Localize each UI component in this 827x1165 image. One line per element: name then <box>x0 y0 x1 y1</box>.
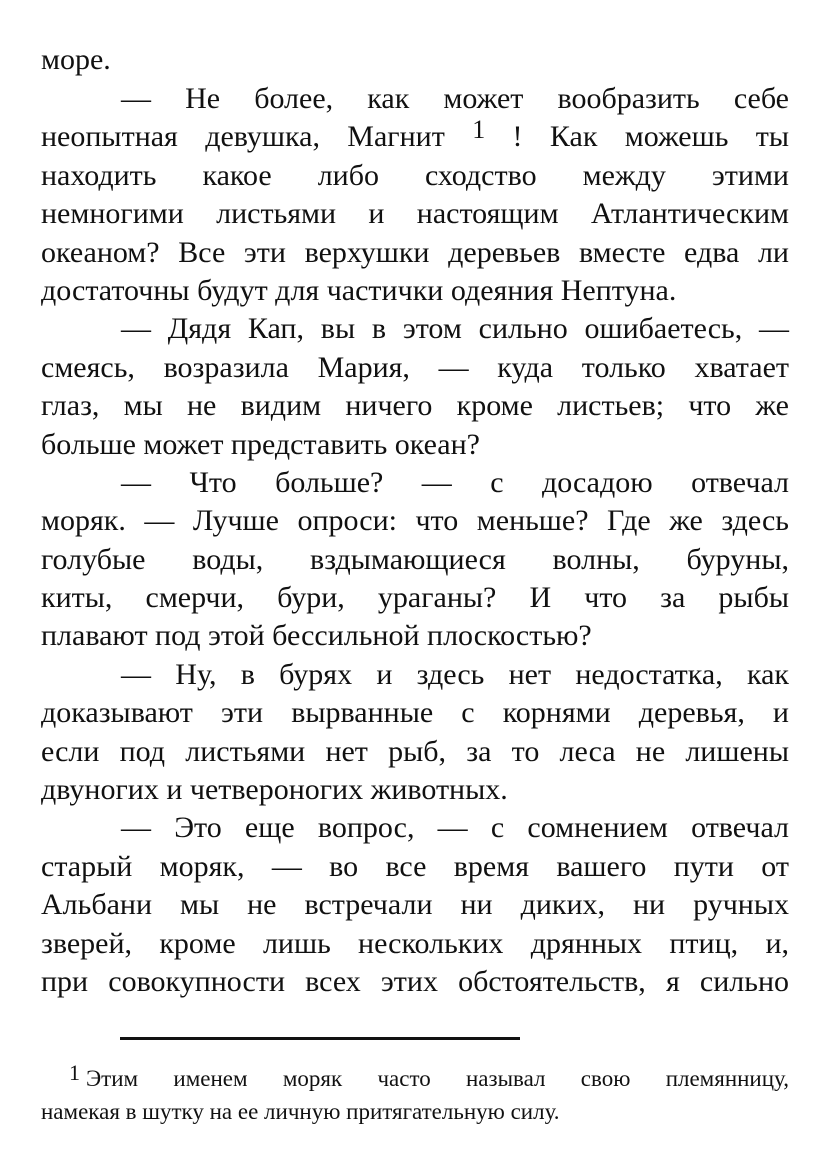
text-line: — Ну, в бурях и здесь нет недостатка, как <box>121 657 789 691</box>
footnote-divider <box>120 1037 520 1040</box>
footnote-text: Этим именем моряк часто называл свою племянницу, <box>86 1066 789 1091</box>
text-fragment: неопытная девушка, Магнит <box>41 120 445 154</box>
footnote-number: 1 <box>69 1060 80 1085</box>
text-line: глаз, мы не видим ничего кроме листьев; что же <box>41 389 789 423</box>
footnote <box>41 1062 789 1128</box>
text-line: — Дядя Кап, вы в этом сильно ошибаетесь, — <box>121 312 789 346</box>
footnote-reference[interactable]: 1 <box>472 115 486 145</box>
text-line: немногими листьями и настоящим Атлантическим <box>41 197 789 231</box>
text-fragment: ! Как можешь ты <box>512 120 790 154</box>
text-line: — Не более, как может вообразить себе <box>121 82 789 115</box>
text-line: больше может представить океан? <box>41 427 480 461</box>
text-line: плавают под этой бессильной плоскостью? <box>41 619 592 653</box>
text-line: киты, смерчи, бури, ураганы? И что за рыбы <box>41 581 789 615</box>
text-line: доказывают эти вырванные с корнями деревья, и <box>41 696 789 730</box>
text-line-with-footnote <box>41 115 790 156</box>
text-line: находить какое либо сходство между этими <box>41 158 789 192</box>
text-line: Альбани мы не встречали ни диких, ни ручных <box>41 888 789 922</box>
text-line: если под листьями нет рыб, за то леса не лишены <box>41 734 789 768</box>
text-line: старый моряк, — во все время вашего пути от <box>41 849 789 883</box>
body-text <box>41 40 789 1001</box>
text-line: зверей, кроме лишь нескольких дрянных птиц, и, <box>41 926 789 960</box>
text-line: смеясь, возразила Мария, — куда только хватает <box>41 350 789 384</box>
text-line: голубые воды, вздымающиеся волны, буруны, <box>41 542 789 576</box>
text-line: — Что больше? — с досадою отвечал <box>121 465 789 499</box>
text-line: двуногих и четвероногих животных. <box>41 773 508 807</box>
text-line: море. <box>41 43 111 76</box>
text-line: достаточны будут для частички одеяния Нептуна. <box>41 273 677 307</box>
text-line: океаном? Все эти верхушки деревьев вместе едва ли <box>41 235 789 269</box>
footnote-line: намекая в шутку на ее личную притягательную силу. <box>41 1099 560 1124</box>
text-line: моряк. — Лучше опроси: что меньше? Где же здесь <box>41 504 789 538</box>
text-line: при совокупности всех этих обстоятельств, я сильно <box>41 964 789 998</box>
footnote-line <box>41 1062 789 1095</box>
text-line: — Это еще вопрос, — с сомнением отвечал <box>121 811 789 845</box>
